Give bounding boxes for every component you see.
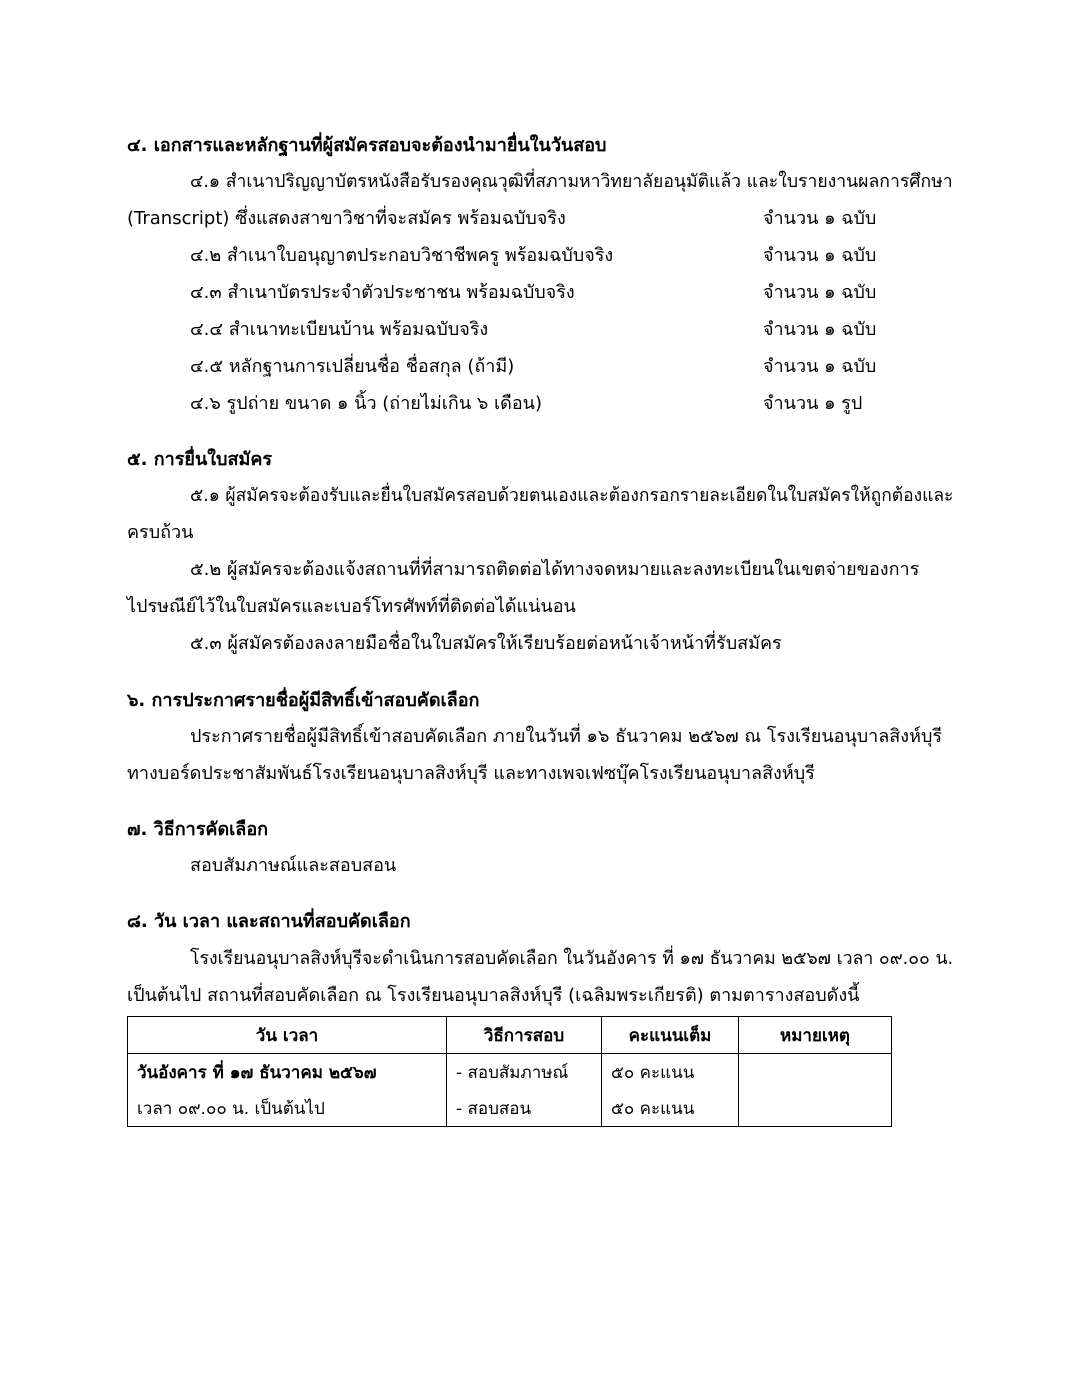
section-4-item-6-quantity: จำนวน ๑ รูป — [763, 393, 863, 414]
section-4-item-1-line-2: (Transcript) ซึ่งแสดงสาขาวิชาที่จะสมัคร พร้อมฉบับจริง — [127, 208, 566, 229]
section-4-item-3-quantity: จำนวน ๑ ฉบับ — [763, 282, 877, 303]
section-5-paragraph-1-line-1: ๕.๑ ผู้สมัครจะต้องรับและยื่นใบสมัครสอบด้วยตนเองและต้องกรอกรายละเอียดในใบสมัครให้ถูกต้องและ — [190, 485, 954, 506]
section-8-heading: ๘. วัน เวลา และสถานที่สอบคัดเลือก — [127, 911, 411, 932]
table-cell-score: ๕๐ คะแนน — [602, 1090, 739, 1127]
table-row — [128, 1054, 892, 1091]
section-5-heading: ๕. การยื่นใบสมัคร — [127, 449, 273, 470]
table-cell-score: ๕๐ คะแนน — [602, 1054, 739, 1091]
section-4-item-5: ๔.๕ หลักฐานการเปลี่ยนชื่อ ชื่อสกุล (ถ้ามี) — [190, 356, 515, 377]
section-4-item-3: ๔.๓ สำเนาบัตรประจำตัวประชาชน พร้อมฉบับจริง — [190, 282, 575, 303]
table-cell-time: เวลา ๐๙.๐๐ น. เป็นต้นไป — [128, 1090, 447, 1127]
table-cell-date: วันอังคาร ที่ ๑๗ ธันวาคม ๒๕๖๗ — [128, 1054, 447, 1091]
section-5-paragraph-1-line-2: ครบถ้วน — [127, 522, 194, 543]
table-header-date-time: วัน เวลา — [128, 1017, 447, 1054]
section-5-paragraph-2-line-1: ๕.๒ ผู้สมัครจะต้องแจ้งสถานที่ที่สามารถติดต่อได้ทางจดหมายและลงทะเบียนในเขตจ่ายของการ — [190, 559, 920, 580]
exam-schedule-table — [127, 1016, 892, 1127]
section-4-item-2-quantity: จำนวน ๑ ฉบับ — [763, 245, 877, 266]
table-header-remarks: หมายเหตุ — [739, 1017, 892, 1054]
section-5-paragraph-3: ๕.๓ ผู้สมัครต้องลงลายมือชื่อในใบสมัครให้เรียบร้อยต่อหน้าเจ้าหน้าที่รับสมัคร — [190, 633, 782, 654]
section-5-paragraph-2-line-2: ไปรษณีย์ไว้ในใบสมัครและเบอร์โทรศัพท์ที่ติดต่อได้แน่นอน — [127, 596, 576, 617]
table-row — [128, 1090, 892, 1127]
section-8-line-1: โรงเรียนอนุบาลสิงห์บุรีจะดำเนินการสอบคัดเลือก ในวันอังคาร ที่ ๑๗ ธันวาคม ๒๕๖๗ เวลา ๐๙.๐๐ น. — [190, 948, 954, 969]
section-4-heading: ๔. เอกสารและหลักฐานที่ผู้สมัครสอบจะต้องนำมายื่นในวันสอบ — [127, 135, 607, 156]
section-4-item-1-quantity: จำนวน ๑ ฉบับ — [763, 208, 877, 229]
section-4-item-5-quantity: จำนวน ๑ ฉบับ — [763, 356, 877, 377]
section-6-line-1: ประกาศรายชื่อผู้มีสิทธิ์เข้าสอบคัดเลือก ภายในวันที่ ๑๖ ธันวาคม ๒๕๖๗ ณ โรงเรียนอนุบาลสิงห์บุรี — [190, 726, 943, 747]
table-cell-method: - สอบสอน — [447, 1090, 602, 1127]
section-7-heading: ๗. วิธีการคัดเลือก — [127, 819, 269, 840]
table-cell-remarks — [739, 1090, 892, 1127]
table-header-full-score: คะแนนเต็ม — [602, 1017, 739, 1054]
table-cell-remarks — [739, 1054, 892, 1091]
section-4-item-1-line-1: ๔.๑ สำเนาปริญญาบัตรหนังสือรับรองคุณวุฒิที่สภามหาวิทยาลัยอนุมัติแล้ว และใบรายงานผลการศึกษา — [190, 171, 953, 192]
section-4-item-2: ๔.๒ สำเนาใบอนุญาตประกอบวิชาชีพครู พร้อมฉบับจริง — [190, 245, 614, 266]
table-header-method: วิธีการสอบ — [447, 1017, 602, 1054]
section-4-item-4-quantity: จำนวน ๑ ฉบับ — [763, 319, 877, 340]
section-8-line-2: เป็นต้นไป สถานที่สอบคัดเลือก ณ โรงเรียนอนุบาลสิงห์บุรี (เฉลิมพระเกียรติ) ตามตารางสอบดังนี้ — [127, 985, 860, 1006]
section-4-item-4: ๔.๔ สำเนาทะเบียนบ้าน พร้อมฉบับจริง — [190, 319, 489, 340]
table-cell-method: - สอบสัมภาษณ์ — [447, 1054, 602, 1091]
section-6-heading: ๖. การประกาศรายชื่อผู้มีสิทธิ์เข้าสอบคัดเลือก — [127, 690, 480, 711]
section-7-line-1: สอบสัมภาษณ์และสอบสอน — [190, 855, 397, 876]
section-4-item-6: ๔.๖ รูปถ่าย ขนาด ๑ นิ้ว (ถ่ายไม่เกิน ๖ เดือน) — [190, 393, 542, 414]
table-header-row — [128, 1017, 892, 1054]
section-6-line-2: ทางบอร์ดประชาสัมพันธ์โรงเรียนอนุบาลสิงห์บุรี และทางเพจเฟซบุ๊คโรงเรียนอนุบาลสิงห์บุรี — [127, 763, 815, 784]
